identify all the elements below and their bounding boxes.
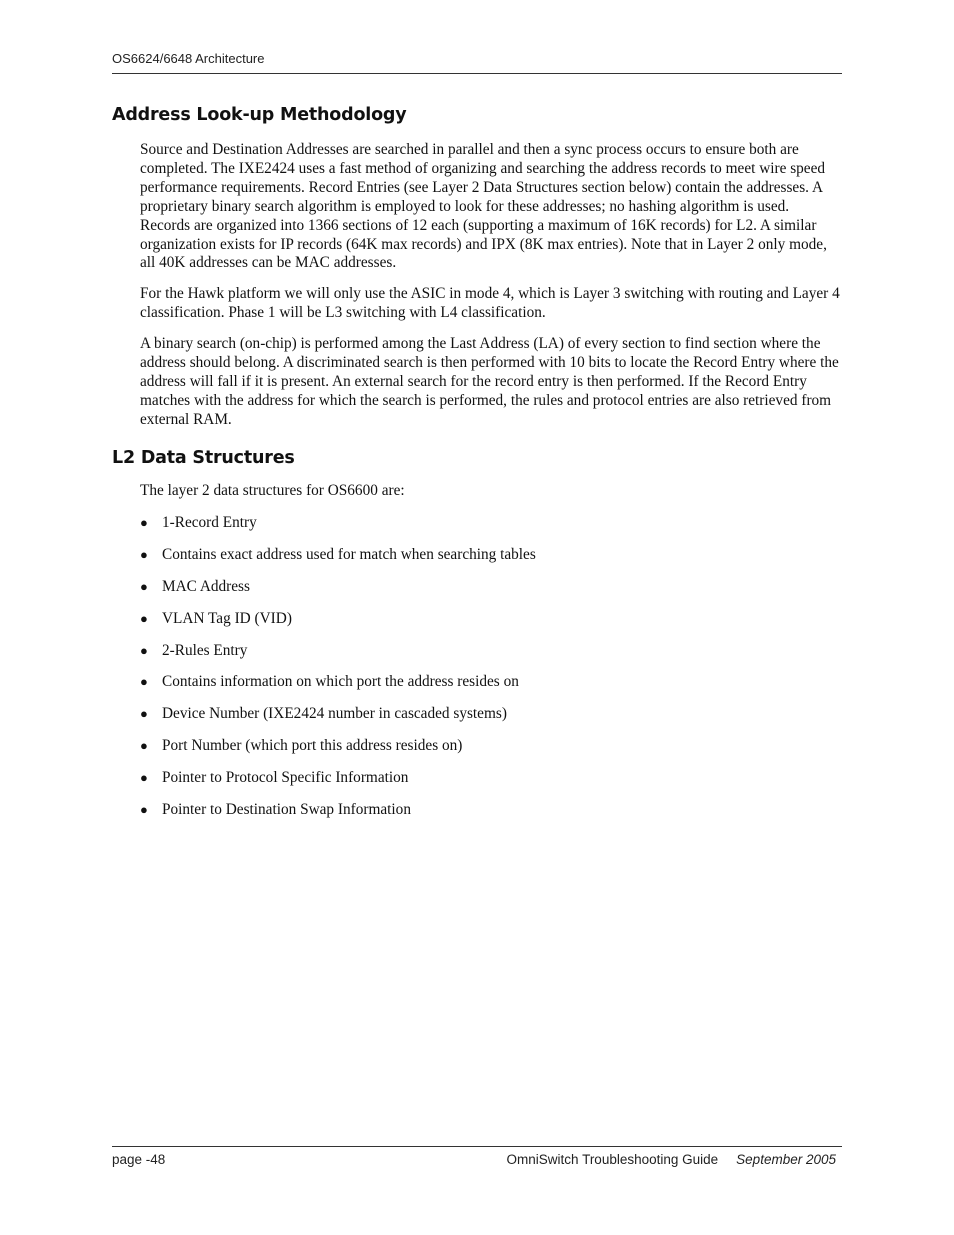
bullet-icon: ● bbox=[140, 578, 148, 594]
list-item-text: Port Number (which port this address resides on) bbox=[162, 737, 463, 755]
section-heading-address-lookup: Address Look-up Methodology bbox=[112, 105, 407, 125]
bullet-icon: ● bbox=[140, 738, 148, 754]
footer-divider bbox=[112, 1146, 842, 1147]
list-item-text: 1-Record Entry bbox=[162, 514, 257, 531]
paragraph-hawk-platform: For the Hawk platform we will only use the ASIC in mode 4, which is Layer 3 switching with routing and Layer 4 classification. Phase 1 will be L3 switching with L4 classification. bbox=[140, 285, 840, 321]
paragraph-binary-search: A binary search (on-chip) is performed among the Last Address (LA) of every section to find section where the address should belong. A discriminated search is then performed with 10 bits to locate the Record Entry where the address will fall if it is present. An external search for the record entry is then performed. If the Record Entry matches with the address for which the search is performed, the rules and protocol entries are also retrieved from external RAM. bbox=[140, 335, 839, 428]
page-number: page -48 bbox=[112, 1152, 166, 1167]
list-item bbox=[140, 703, 536, 735]
list-item-text: MAC Address bbox=[162, 577, 250, 595]
list-item bbox=[140, 799, 536, 831]
header-divider bbox=[112, 73, 842, 74]
bullet-icon: ● bbox=[140, 802, 148, 818]
publication-date: September 2005 bbox=[736, 1152, 836, 1167]
list-item-text: Contains information on which port the address resides on bbox=[162, 673, 519, 691]
bullet-icon: ● bbox=[140, 674, 148, 690]
list-item bbox=[140, 767, 536, 799]
list-item bbox=[140, 671, 536, 703]
bullet-icon: ● bbox=[140, 642, 148, 658]
list-item-text: Pointer to Destination Swap Information bbox=[162, 801, 411, 819]
list-item bbox=[140, 544, 536, 576]
bullet-icon: ● bbox=[140, 770, 148, 786]
paragraph-address-search: Source and Destination Addresses are searched in parallel and then a sync process occurs to ensure both are completed. The IXE2424 uses a fast method of organizing and searching the address records to meet wire speed performance requirements. Record Entries (see Layer 2 Data Structures section below) contain the addresses. A proprietary binary search algorithm is employed to look for these addresses; no hashing algorithm is used. Records are organized into 1366 sections of 12 each (supporting a maximum of 16K records) for L2. A similar organization exists for IP records (64K max records) and IPX (8K max entries). Note that in Layer 2 only mode, all 40K addresses can be MAC addresses. bbox=[140, 141, 827, 272]
list-item-text: Device Number (IXE2424 number in cascaded systems) bbox=[162, 705, 507, 723]
bullet-icon: ● bbox=[140, 515, 148, 530]
list-item-text: 2-Rules Entry bbox=[162, 641, 248, 659]
bullet-icon: ● bbox=[140, 546, 148, 562]
list-item bbox=[140, 576, 536, 608]
list-item bbox=[140, 735, 536, 767]
list-item-text: Contains exact address used for match when searching tables bbox=[162, 545, 536, 563]
running-header-title: OS6624/6648 Architecture bbox=[112, 51, 265, 66]
list-item bbox=[140, 640, 536, 672]
bullet-icon: ● bbox=[140, 706, 148, 722]
l2-structure-list bbox=[140, 512, 536, 831]
list-item-text: Pointer to Protocol Specific Information bbox=[162, 769, 409, 787]
guide-title: OmniSwitch Troubleshooting Guide bbox=[506, 1152, 719, 1167]
section-heading-l2-data-structures: L2 Data Structures bbox=[112, 448, 295, 468]
paragraph-l2-intro: The layer 2 data structures for OS6600 are: bbox=[140, 482, 405, 499]
list-item bbox=[140, 608, 536, 640]
bullet-icon: ● bbox=[140, 610, 148, 626]
list-item-text: VLAN Tag ID (VID) bbox=[162, 609, 292, 627]
list-item bbox=[140, 512, 536, 544]
footer-publication bbox=[507, 1152, 836, 1167]
